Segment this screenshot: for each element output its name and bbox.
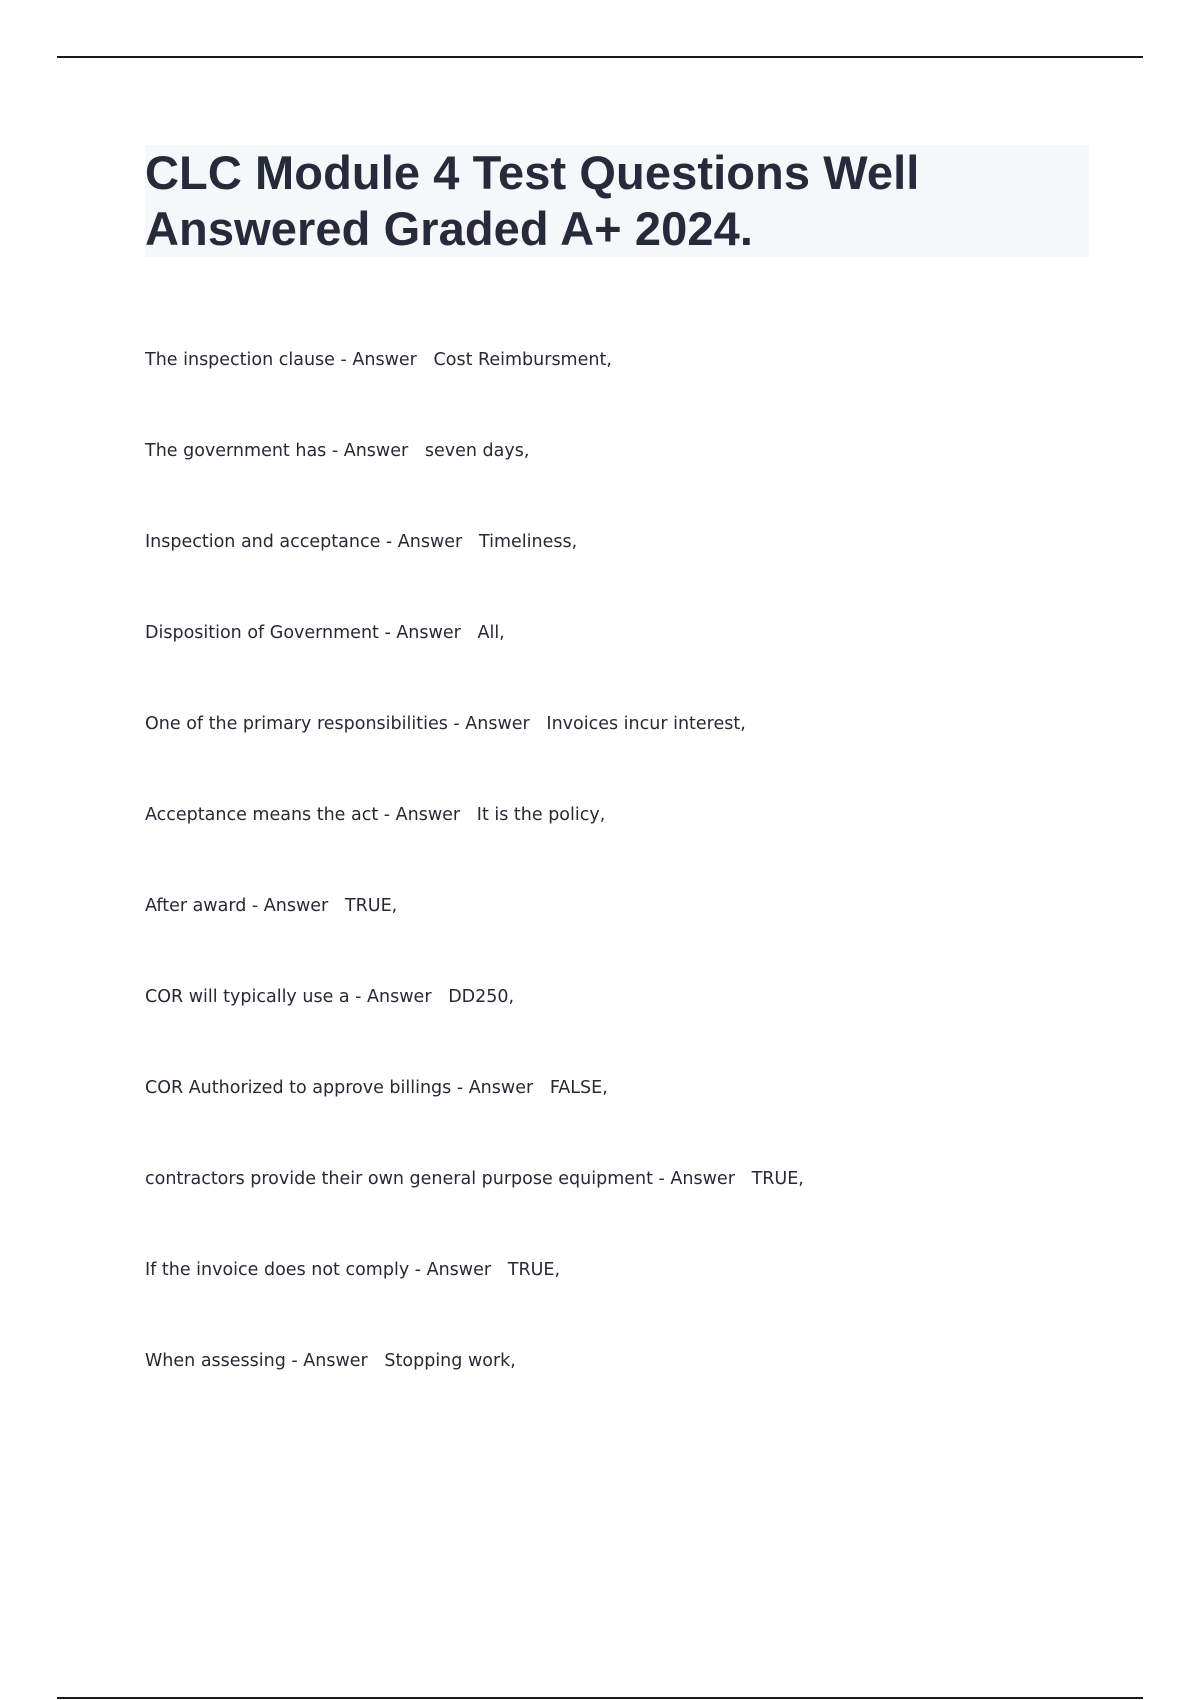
qa-item: COR will typically use a - Answer DD250, [145,987,515,1007]
qa-item: The inspection clause - Answer Cost Reimbursment, [145,350,612,370]
qa-item: contractors provide their own general purpose equipment - Answer TRUE, [145,1169,804,1189]
qa-list [145,346,1095,1438]
qa-item: COR Authorized to approve billings - Answer FALSE, [145,1078,608,1098]
title-block [145,145,1089,257]
bottom-divider [57,1697,1143,1699]
document-title: CLC Module 4 Test Questions Well Answered Graded A+ 2024. [145,146,920,255]
qa-item: Inspection and acceptance - Answer Timeliness, [145,532,578,552]
top-divider [57,56,1143,58]
qa-item: When assessing - Answer Stopping work, [145,1351,516,1371]
qa-item: If the invoice does not comply - Answer TRUE, [145,1260,561,1280]
qa-item: Acceptance means the act - Answer It is the policy, [145,805,606,825]
qa-item: Disposition of Government - Answer All, [145,623,505,643]
qa-item: The government has - Answer seven days, [145,441,530,461]
qa-item: After award - Answer TRUE, [145,896,398,916]
qa-item: One of the primary responsibilities - Answer Invoices incur interest, [145,714,746,734]
